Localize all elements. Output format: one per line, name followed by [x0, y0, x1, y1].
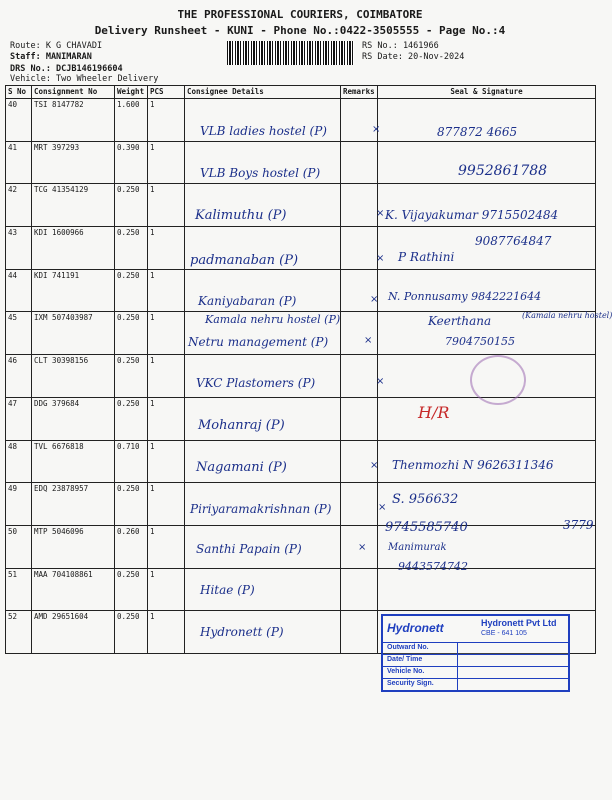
handwritten-signature: 877872 4665	[437, 125, 518, 139]
handwritten-signature: Manimurak	[388, 542, 447, 553]
cell-sno: 40	[6, 99, 32, 142]
col-pcs: PCS	[148, 86, 185, 99]
cross-mark: ×	[372, 124, 381, 135]
cross-mark: ×	[378, 502, 387, 513]
handwritten-signature: Keerthana	[428, 314, 492, 328]
staff-label: Staff: MANIMARAN	[10, 52, 92, 62]
cell-remarks	[341, 227, 378, 270]
handwritten-consignee: Piriyaramakrishnan (P)	[190, 502, 332, 516]
cell-sno: 45	[6, 312, 32, 355]
cell-remarks	[341, 568, 378, 611]
handwritten-signature: Thenmozhi N 9626311346	[392, 458, 554, 472]
cell-weight: 0.250	[115, 184, 148, 227]
cell-consignment: DDG 379684	[32, 397, 115, 440]
cell-consignment: TSI 8147782	[32, 99, 115, 142]
cell-sno: 41	[6, 141, 32, 184]
cell-remarks	[341, 141, 378, 184]
route-label: Route: K G CHAVADI	[10, 41, 103, 51]
stamp-code: CBE - 641 105	[481, 630, 527, 637]
cross-mark: ×	[376, 208, 385, 219]
cell-seal	[378, 397, 596, 440]
rs-no-label: RS No.: 1461966	[362, 41, 439, 51]
stamp-field-label: Security Sign.	[387, 680, 434, 687]
handwritten-signature: 9952861788	[458, 163, 548, 179]
company-title: THE PROFESSIONAL COURIERS, COIMBATORE	[177, 8, 423, 21]
cell-pcs: 1	[148, 99, 185, 142]
handwritten-signature: P Rathini	[398, 250, 455, 264]
hydronett-stamp	[381, 614, 570, 692]
handwritten-consignee: Netru management (P)	[188, 335, 329, 349]
cell-consignment: MAA 704108861	[32, 568, 115, 611]
round-stamp	[470, 355, 526, 405]
table-row	[6, 568, 596, 611]
cell-weight: 0.250	[115, 568, 148, 611]
handwritten-consignee: Kaniyabaran (P)	[198, 294, 297, 308]
runsheet-title: Delivery Runsheet - KUNI - Phone No.:0422-3505555 - Page No.:4	[94, 24, 506, 37]
handwritten-consignee: Hydronett (P)	[200, 625, 284, 639]
cell-consignment: KDI 741191	[32, 269, 115, 312]
cell-remarks	[341, 397, 378, 440]
handwritten-consignee: Kalimuthu (P)	[195, 208, 287, 223]
cell-remarks	[341, 611, 378, 654]
handwritten-consignee: Hitae (P)	[200, 583, 255, 597]
handwritten-consignee: Mohanraj (P)	[198, 418, 285, 433]
handwritten-signature: 7904750155	[445, 335, 515, 348]
cell-remarks	[341, 312, 378, 355]
handwritten-consignee: padmanaban (P)	[190, 253, 299, 268]
col-weight: Weight	[115, 86, 148, 99]
cell-sno: 49	[6, 483, 32, 526]
cell-pcs: 1	[148, 440, 185, 483]
cell-consignment: MRT 397293	[32, 141, 115, 184]
handwritten-signature: K. Vijayakumar 9715502484	[385, 208, 559, 222]
cell-consignment: AMD 29651604	[32, 611, 115, 654]
cell-weight: 0.390	[115, 141, 148, 184]
cell-sno: 43	[6, 227, 32, 270]
cell-sno: 42	[6, 184, 32, 227]
cell-consignment: TCG 41354129	[32, 184, 115, 227]
cross-mark: ×	[370, 294, 379, 305]
cell-weight: 1.600	[115, 99, 148, 142]
cell-remarks	[341, 483, 378, 526]
stamp-company: Hydronett Pvt Ltd	[481, 618, 557, 628]
stamp-field-row	[383, 642, 568, 654]
stamp-field-label: Outward No.	[387, 644, 429, 651]
cell-consignment: CLT 30398156	[32, 355, 115, 398]
col-consignee: Consignee Details	[185, 86, 341, 99]
handwritten-consignee: VKC Plastomers (P)	[196, 376, 316, 390]
stamp-field-label: Date/ Time	[387, 656, 423, 663]
cell-weight: 0.250	[115, 312, 148, 355]
handwritten-consignee: VLB ladies hostel (P)	[200, 124, 327, 138]
cell-consignment: KDI 1600966	[32, 227, 115, 270]
handwritten-signature: 9087764847	[475, 234, 552, 248]
handwritten-consignee: VLB Boys hostel (P)	[200, 166, 321, 180]
cell-seal	[378, 568, 596, 611]
cell-pcs: 1	[148, 525, 185, 568]
cell-pcs: 1	[148, 227, 185, 270]
cross-mark: ×	[376, 253, 385, 264]
rs-date-label: RS Date: 20-Nov-2024	[362, 52, 465, 62]
cell-pcs: 1	[148, 355, 185, 398]
table-row	[6, 397, 596, 440]
cell-weight: 0.250	[115, 227, 148, 270]
handwritten-signature: (Kamala nehru hostel)	[522, 311, 612, 320]
cell-pcs: 1	[148, 184, 185, 227]
cell-remarks	[341, 269, 378, 312]
handwritten-hr: H/R	[418, 403, 450, 422]
cell-pcs: 1	[148, 141, 185, 184]
cell-weight: 0.250	[115, 355, 148, 398]
cell-consignment: MTP 5046096	[32, 525, 115, 568]
cell-weight: 0.710	[115, 440, 148, 483]
cell-pcs: 1	[148, 269, 185, 312]
cell-pcs: 1	[148, 397, 185, 440]
cell-pcs: 1	[148, 611, 185, 654]
cell-weight: 0.250	[115, 269, 148, 312]
barcode	[227, 41, 354, 65]
stamp-field-label: Vehicle No.	[387, 668, 425, 675]
handwritten-signature: 9443574742	[398, 560, 468, 573]
cell-sno: 52	[6, 611, 32, 654]
vehicle-label: Vehicle: Two Wheeler Delivery	[10, 74, 159, 84]
col-consignment: Consignment No	[32, 86, 115, 99]
cell-sno: 47	[6, 397, 32, 440]
handwritten-signature: 3779	[563, 518, 594, 532]
cell-weight: 0.250	[115, 611, 148, 654]
col-seal: Seal & Signature	[378, 86, 596, 99]
handwritten-consignee: Kamala nehru hostel (P)	[205, 313, 341, 326]
cell-weight: 0.250	[115, 397, 148, 440]
handwritten-signature: N. Ponnusamy 9842221644	[388, 290, 542, 303]
cell-consignment: IXM 507403987	[32, 312, 115, 355]
cell-consignment: TVL 6676818	[32, 440, 115, 483]
cell-sno: 48	[6, 440, 32, 483]
cross-mark: ×	[364, 335, 373, 346]
cell-weight: 0.250	[115, 483, 148, 526]
cell-pcs: 1	[148, 568, 185, 611]
cell-remarks	[341, 184, 378, 227]
cross-mark: ×	[370, 460, 379, 471]
cell-weight: 0.260	[115, 525, 148, 568]
handwritten-consignee: Nagamani (P)	[196, 460, 287, 475]
cell-pcs: 1	[148, 312, 185, 355]
stamp-brand: Hydronett	[387, 621, 444, 635]
handwritten-signature: 9745585740	[385, 520, 468, 535]
stamp-field-row	[383, 678, 568, 690]
stamp-field-row	[383, 654, 568, 666]
col-remarks: Remarks	[341, 86, 378, 99]
cell-sno: 51	[6, 568, 32, 611]
drs-label: DRS No.: DCJB146196604	[10, 64, 123, 74]
cell-sno: 46	[6, 355, 32, 398]
stamp-field-row	[383, 666, 568, 678]
cell-sno: 50	[6, 525, 32, 568]
handwritten-consignee: Santhi Papain (P)	[196, 542, 302, 556]
cross-mark: ×	[376, 376, 385, 387]
table-header-row	[6, 86, 596, 99]
cell-consignment: EDQ 23878957	[32, 483, 115, 526]
cell-pcs: 1	[148, 483, 185, 526]
cross-mark: ×	[358, 542, 367, 553]
cell-sno: 44	[6, 269, 32, 312]
handwritten-signature: S. 956632	[392, 492, 459, 507]
col-sno: S No	[6, 86, 32, 99]
cell-remarks	[341, 355, 378, 398]
